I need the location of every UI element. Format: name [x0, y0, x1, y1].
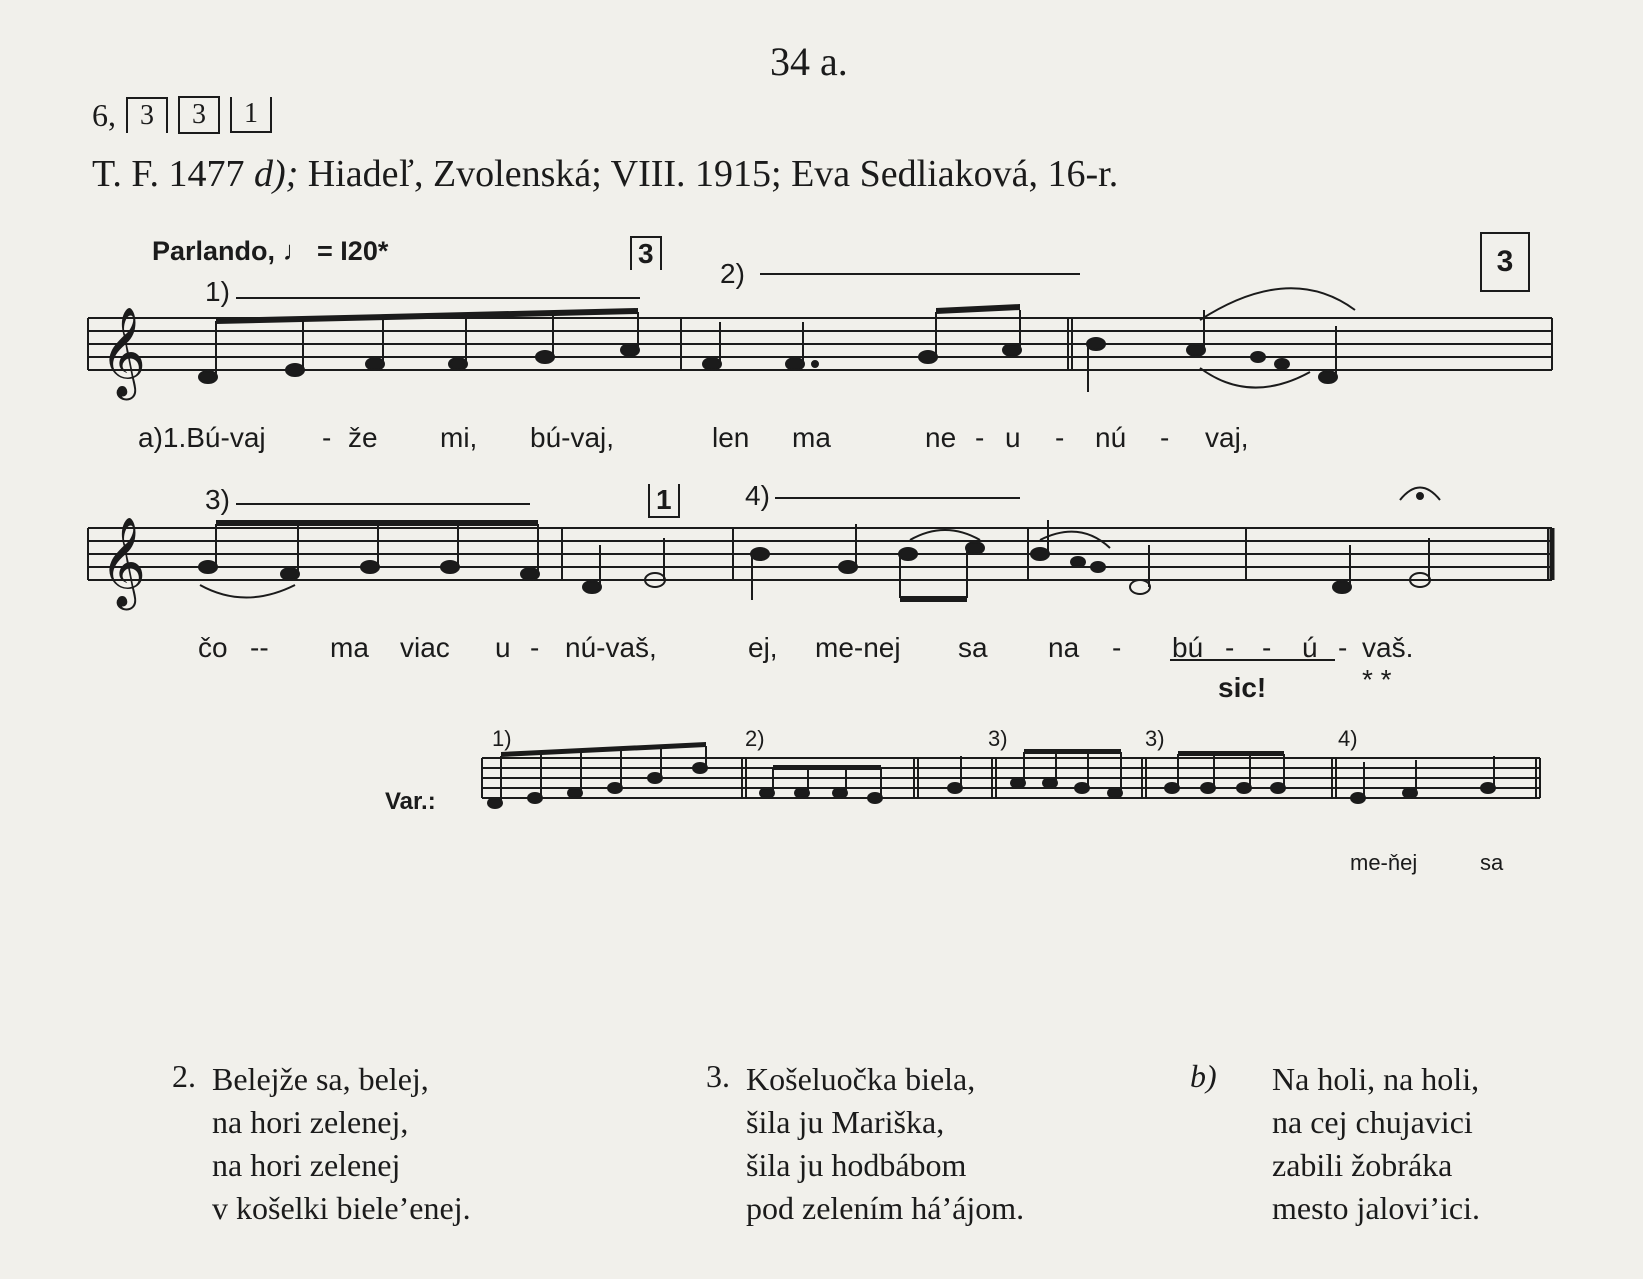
- boxed-mark-3-right: 3: [1480, 232, 1530, 292]
- lyric-4: mi,: [440, 422, 478, 453]
- var-mark-2: 2): [745, 726, 765, 751]
- var-mark-4: 4): [1338, 726, 1358, 751]
- verse-line: šila ju Mariška,: [746, 1104, 945, 1140]
- verse-line: na hori zelenej: [212, 1147, 401, 1183]
- lyric-31: -: [1338, 632, 1348, 663]
- lyric-30: ú: [1302, 632, 1318, 663]
- treble-clef-icon: 𝄞: [100, 517, 147, 607]
- lyric-15: čo: [198, 632, 228, 663]
- tempo-marking: Parlando, ♩ = I20*: [152, 236, 389, 266]
- verse-line: Košeluočka biela,: [746, 1061, 976, 1097]
- lyric-3: že: [348, 422, 378, 453]
- lyric-14: vaj,: [1205, 422, 1249, 453]
- lyric-10: u: [1005, 422, 1021, 453]
- variant-mark-3: 3): [205, 484, 230, 515]
- treble-clef-icon: 𝄞: [100, 307, 147, 397]
- var-mark-3b: 3): [1145, 726, 1165, 751]
- staff-1: [88, 274, 1552, 370]
- lyric-17: ma: [330, 632, 369, 663]
- lyric-1: a)1.Bú-vaj: [138, 422, 266, 453]
- tonality-box-c: 1: [230, 97, 272, 133]
- boxed-mark-1: 1: [648, 484, 680, 518]
- tonality-box-a: 3: [126, 97, 168, 133]
- footnote-stars: * *: [1362, 664, 1392, 695]
- source-details: Hiadeľ, Zvolenská; VIII. 1915; Eva Sedliaková, 16-r.: [298, 153, 1119, 195]
- lyric-2: -: [322, 422, 332, 453]
- var-mark-1: 1): [492, 726, 512, 751]
- lyric-29: -: [1262, 632, 1272, 663]
- variant-mark-1: 1): [205, 276, 230, 307]
- lyric-12: nú: [1095, 422, 1127, 453]
- verse-line: v košelki biele’enej.: [212, 1190, 471, 1226]
- verse-line: šila ju hodbábom: [746, 1147, 967, 1183]
- lyric-26: -: [1112, 632, 1122, 663]
- verse-3: [746, 1058, 1024, 1230]
- lyric-11: -: [1055, 422, 1065, 453]
- lyric-5: bú-vaj,: [530, 422, 615, 453]
- lyric-19: u: [495, 632, 511, 663]
- staff-1-notes: [199, 288, 1355, 392]
- tonality-prefix: 6,: [92, 96, 116, 133]
- var-lyric-2: sa: [1480, 850, 1504, 875]
- lyric-18: viac: [400, 632, 450, 663]
- lyric-20: -: [530, 632, 540, 663]
- verse-line: na hori zelenej,: [212, 1104, 409, 1140]
- boxed-mark-3-left: 3: [630, 236, 662, 270]
- lyric-13: -: [1160, 422, 1170, 453]
- source-catalog: T. F. 1477: [92, 153, 254, 195]
- verse-b: [1272, 1058, 1480, 1230]
- verse-2-number: 2.: [172, 1058, 196, 1094]
- lyric-28: -: [1225, 632, 1235, 663]
- lyric-25: na: [1048, 632, 1080, 663]
- lyric-9: -: [975, 422, 985, 453]
- verse-3-number: 3.: [706, 1058, 730, 1094]
- verse-line: Na holi, na holi,: [1272, 1061, 1480, 1097]
- song-number: 34 a.: [770, 39, 848, 84]
- lyric-7: ma: [792, 422, 831, 453]
- variant-mark-2: 2): [720, 258, 745, 289]
- source-variant: d);: [253, 153, 299, 195]
- verse-line: Belejže sa, belej,: [212, 1061, 429, 1097]
- lyric-23: me-nej: [815, 632, 901, 663]
- verse-2: [212, 1058, 471, 1230]
- lyric-24: sa: [958, 632, 988, 663]
- verse-line: na cej chujavici: [1272, 1104, 1473, 1140]
- variants-label: Var.:: [385, 788, 436, 815]
- lyric-16: --: [250, 632, 269, 663]
- tonality-box-b: 3: [178, 96, 220, 134]
- lyric-8: ne: [925, 422, 957, 453]
- verse-line: zabili žobráka: [1272, 1147, 1453, 1183]
- verse-b-label: b): [1190, 1058, 1217, 1094]
- lyric-22: ej,: [748, 632, 778, 663]
- lyric-32: vaš.: [1362, 632, 1414, 663]
- verse-line: mesto jalovi’ici.: [1272, 1190, 1480, 1226]
- sic-note: sic!: [1218, 672, 1267, 703]
- lyric-6: len: [712, 422, 750, 453]
- var-mark-3a: 3): [988, 726, 1008, 751]
- variant-staff: [482, 758, 1540, 798]
- verse-line: pod zelením há’ájom.: [746, 1190, 1025, 1226]
- lyric-27: bú: [1172, 632, 1204, 663]
- var-lyric-1: me-ňej: [1350, 850, 1418, 875]
- variant-mark-4: 4): [745, 480, 770, 511]
- lyric-21: nú-vaš,: [565, 632, 657, 663]
